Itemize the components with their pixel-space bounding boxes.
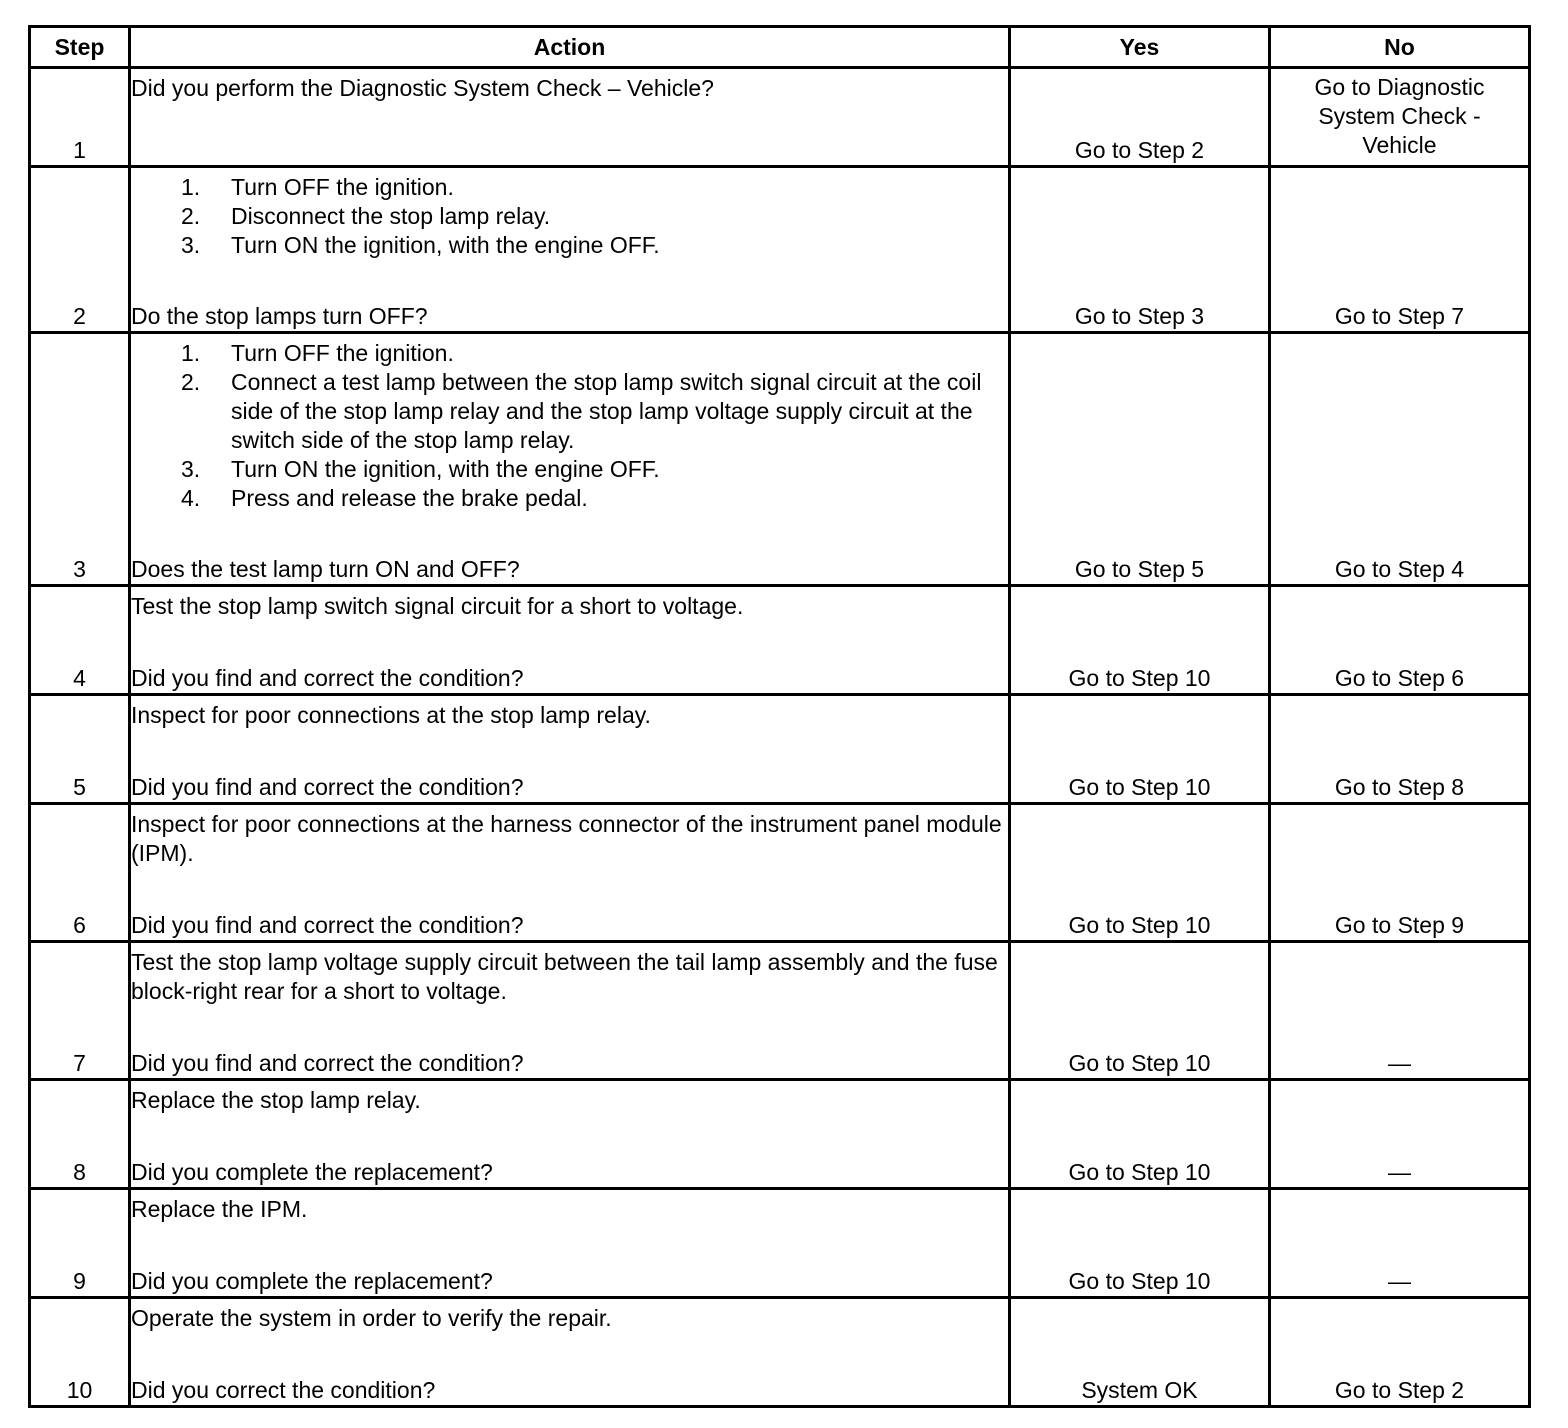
step-number: 8 [30,1080,130,1189]
action-instruction: Replace the IPM. [131,1196,308,1222]
action-content [131,1086,1008,1187]
no-result-line: System Check - [1318,103,1481,129]
header-row [30,27,1530,68]
list-item [181,173,1008,202]
list-item-number: 3. [181,456,201,482]
action-top [131,1086,1008,1115]
action-question: Did you complete the replacement? [131,1268,493,1294]
action-content [131,1304,1008,1405]
list-item [181,368,1008,455]
action-content [131,592,1008,693]
list-item-number: 3. [181,232,201,258]
list-item-text: Connect a test lamp between the stop lamp switch signal circuit at the coil side of the stop lamp relay and the stop lamp voltage supply circuit at the switch side of the stop lamp relay. [231,369,982,453]
list-item-text: Disconnect the stop lamp relay. [231,203,551,229]
list-item-text: Press and release the brake pedal. [231,485,588,511]
list-item-text: Turn OFF the ignition. [231,174,454,200]
step-number: 3 [30,333,130,586]
diagnostic-table [28,25,1531,1408]
table-row [30,167,1530,333]
list-item-text: Turn ON the ignition, with the engine OFF. [231,456,660,482]
action-cell [130,804,1010,942]
table-row [30,942,1530,1080]
table-row [30,1189,1530,1298]
action-content [131,1195,1008,1296]
action-cell [130,68,1010,167]
table-row [30,586,1530,695]
action-steps-list [131,339,1008,513]
action-instruction: Inspect for poor connections at the harness connector of the instrument panel module (IPM). [131,811,1002,866]
header-no: No [1270,27,1530,68]
action-top [131,173,1008,260]
action-content [131,173,1008,331]
action-question: Did you find and correct the condition? [131,1050,524,1076]
no-result: Go to Step 8 [1270,695,1530,804]
yes-result: Go to Step 10 [1010,1189,1270,1298]
action-question: Did you find and correct the condition? [131,912,524,938]
yes-result: Go to Step 2 [1010,68,1270,167]
no-result [1270,68,1530,167]
yes-result: Go to Step 10 [1010,695,1270,804]
table-row [30,68,1530,167]
action-cell [130,695,1010,804]
action-instruction: Inspect for poor connections at the stop lamp relay. [131,702,651,728]
action-top [131,339,1008,513]
no-result: — [1270,1080,1530,1189]
table-row [30,1080,1530,1189]
action-cell [130,1189,1010,1298]
action-top [131,948,1008,1006]
yes-result: Go to Step 3 [1010,167,1270,333]
no-result: Go to Step 9 [1270,804,1530,942]
yes-result: Go to Step 10 [1010,804,1270,942]
action-question: Did you correct the condition? [131,1377,436,1403]
action-top [131,1195,1008,1224]
action-steps-list [131,173,1008,260]
action-top [131,701,1008,730]
table-row [30,695,1530,804]
header-step: Step [30,27,130,68]
step-number: 10 [30,1298,130,1407]
action-cell [130,586,1010,695]
step-number: 1 [30,68,130,167]
no-result: Go to Step 7 [1270,167,1530,333]
action-content [131,810,1008,940]
step-number: 2 [30,167,130,333]
step-number: 5 [30,695,130,804]
step-number: 7 [30,942,130,1080]
step-number: 6 [30,804,130,942]
list-item [181,231,1008,260]
list-item [181,339,1008,368]
list-item-number: 2. [181,369,201,395]
action-question: Did you find and correct the condition? [131,665,524,691]
action-cell [130,1080,1010,1189]
list-item-number: 1. [181,174,201,200]
action-content [131,74,1008,165]
list-item-number: 1. [181,340,201,366]
action-top [131,592,1008,621]
action-instruction: Did you perform the Diagnostic System Check – Vehicle? [131,75,714,101]
action-instruction: Test the stop lamp voltage supply circuit between the tail lamp assembly and the fuse block-right rear for a short to voltage. [131,949,998,1004]
action-cell [130,167,1010,333]
no-result: Go to Step 4 [1270,333,1530,586]
table-row [30,1298,1530,1407]
no-result: — [1270,1189,1530,1298]
no-result: — [1270,942,1530,1080]
table-body [30,68,1530,1407]
step-number: 9 [30,1189,130,1298]
list-item [181,484,1008,513]
yes-result: Go to Step 10 [1010,1080,1270,1189]
action-question: Does the test lamp turn ON and OFF? [131,556,520,582]
list-item-number: 2. [181,203,201,229]
yes-result: Go to Step 5 [1010,333,1270,586]
action-question: Did you complete the replacement? [131,1159,493,1185]
list-item [181,202,1008,231]
action-content [131,701,1008,802]
action-cell [130,942,1010,1080]
yes-result: Go to Step 10 [1010,586,1270,695]
list-item-text: Turn ON the ignition, with the engine OFF. [231,232,660,258]
table-row [30,804,1530,942]
no-result-line: Vehicle [1362,132,1437,158]
table-row [30,333,1530,586]
action-instruction: Operate the system in order to verify the repair. [131,1305,612,1331]
no-result-line: Go to Diagnostic [1314,74,1485,100]
action-question: Did you find and correct the condition? [131,774,524,800]
action-content [131,948,1008,1078]
action-content [131,339,1008,584]
action-instruction: Replace the stop lamp relay. [131,1087,421,1113]
action-top [131,810,1008,868]
list-item-text: Turn OFF the ignition. [231,340,454,366]
list-item [181,455,1008,484]
action-top [131,1304,1008,1333]
step-number: 4 [30,586,130,695]
no-result: Go to Step 6 [1270,586,1530,695]
action-cell [130,333,1010,586]
header-yes: Yes [1010,27,1270,68]
action-question: Do the stop lamps turn OFF? [131,303,428,329]
yes-result: System OK [1010,1298,1270,1407]
no-result: Go to Step 2 [1270,1298,1530,1407]
action-top [131,74,1008,103]
yes-result: Go to Step 10 [1010,942,1270,1080]
header-action: Action [130,27,1010,68]
list-item-number: 4. [181,485,201,511]
action-instruction: Test the stop lamp switch signal circuit for a short to voltage. [131,593,744,619]
action-cell [130,1298,1010,1407]
